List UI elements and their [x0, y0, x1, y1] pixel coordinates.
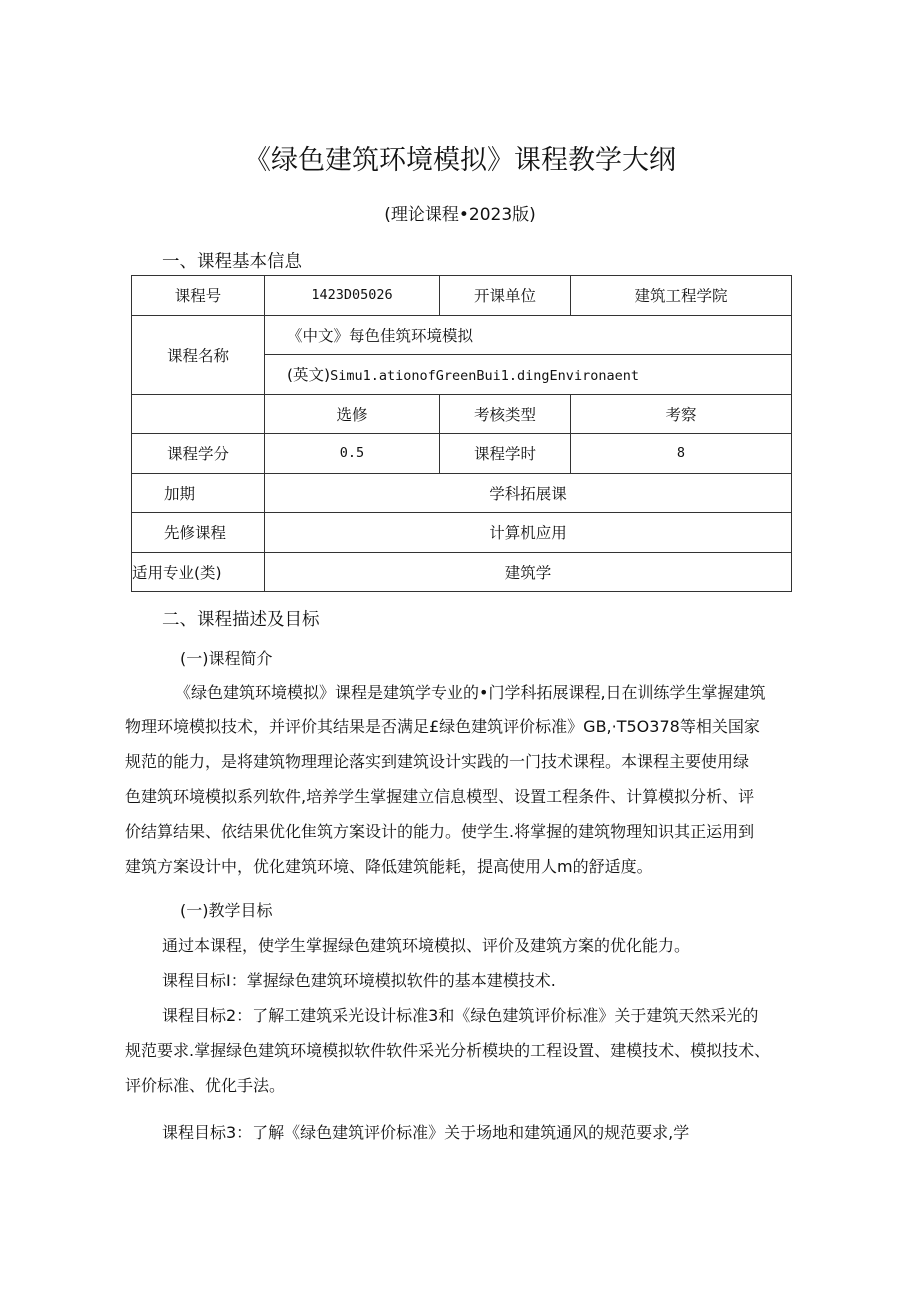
table-row	[132, 473, 792, 513]
empty-cell	[132, 394, 265, 434]
table-row	[132, 552, 792, 592]
course-name-en	[265, 355, 792, 395]
subheading-intro: (一)课程简介	[180, 649, 273, 668]
intro-line: 价结算结果、依结果优化隹筑方案设计的能力。使学生.将掌握的建筑物理知识其正运用到	[125, 822, 755, 841]
course-type-value: 选修	[265, 394, 440, 434]
name-cn-value: 每色佳筑环境模拟	[349, 326, 474, 345]
course-name-label: 课程名称	[132, 315, 265, 394]
prereq-label: 先修课程	[132, 513, 265, 553]
course-info-table	[131, 275, 792, 592]
credit-value: 0.5	[265, 434, 440, 474]
category-value: 学科拓展课	[265, 473, 792, 513]
credit-label: 课程学分	[132, 434, 265, 474]
category-label: 加期	[132, 473, 265, 513]
name-en-value: Simu1.ationofGreenBui1.dingEnvironaent	[330, 368, 639, 385]
major-value: 建筑学	[265, 552, 792, 592]
goal-2-line: 评价标准、优化手法。	[125, 1076, 286, 1095]
goal-2-line: 规范要求.掌握绿色建筑环境模拟软件软件采光分析模块的工程设置、建模技术、模拟技术、	[125, 1041, 771, 1060]
dept-value: 建筑工程学院	[571, 276, 792, 316]
name-cn-prefix: 《中文》	[287, 326, 350, 345]
table-row	[132, 315, 792, 355]
hours-value: 8	[571, 434, 792, 474]
course-name-cn	[265, 315, 792, 355]
intro-line: 规范的能力，是将建筑物理理论落实到建筑设计实践的一门技术课程。本课程主要使用绿	[125, 752, 750, 771]
prereq-value: 计算机应用	[265, 513, 792, 553]
course-no-value: 1423D05026	[265, 276, 440, 316]
goal-3: 课程目标3：了解《绿色建筑评价标准》关于场地和建筑通风的规范要求,学	[162, 1123, 690, 1142]
table-row	[132, 513, 792, 553]
goal-1: 课程目标I：掌握绿色建筑环境模拟软件的基本建模技术.	[162, 971, 556, 990]
exam-type-label: 考核类型	[440, 394, 571, 434]
section-heading-description: 二、课程描述及目标	[162, 610, 320, 630]
intro-line: 建筑方案设计中，优化建筑环境、降低建筑能耗，提高使用人m的舒适度。	[125, 857, 653, 876]
table-row	[132, 394, 792, 434]
intro-line: 物理环境模拟技术，并评价其结果是否满足£绿色建筑评价标准》GB,·T5O378等相关国家	[125, 717, 760, 736]
hours-label: 课程学时	[440, 434, 571, 474]
goal-2-line: 课程目标2：了解工建筑采光设计标准3和《绿色建筑评价标准》关于建筑天然采光的	[162, 1006, 759, 1025]
table-row	[132, 276, 792, 316]
section-heading-basic-info: 一、课程基本信息	[162, 252, 302, 272]
subheading-goals: (一)教学目标	[180, 901, 273, 920]
page-title: 《绿色建筑环境模拟》课程教学大纲	[244, 145, 676, 176]
dept-label: 开课单位	[440, 276, 571, 316]
intro-line: 《绿色建筑环境模拟》课程是建筑学专业的•门学科拓展课程,日在训练学生掌握建筑	[175, 683, 766, 702]
course-no-label: 课程号	[132, 276, 265, 316]
name-en-prefix: (英文)	[287, 366, 331, 385]
table-row	[132, 434, 792, 474]
exam-type-value: 考察	[571, 394, 792, 434]
page-subtitle: (理论课程•2023版)	[384, 205, 536, 225]
intro-line: 色建筑环境模拟系列软件,培养学生掌握建立信息模型、设置工程条件、计算模拟分析、评	[125, 787, 755, 806]
major-label: 适用专业(类)	[132, 552, 265, 592]
goal-intro: 通过本课程，使学生掌握绿色建筑环境模拟、评价及建筑方案的优化能力。	[162, 936, 691, 955]
